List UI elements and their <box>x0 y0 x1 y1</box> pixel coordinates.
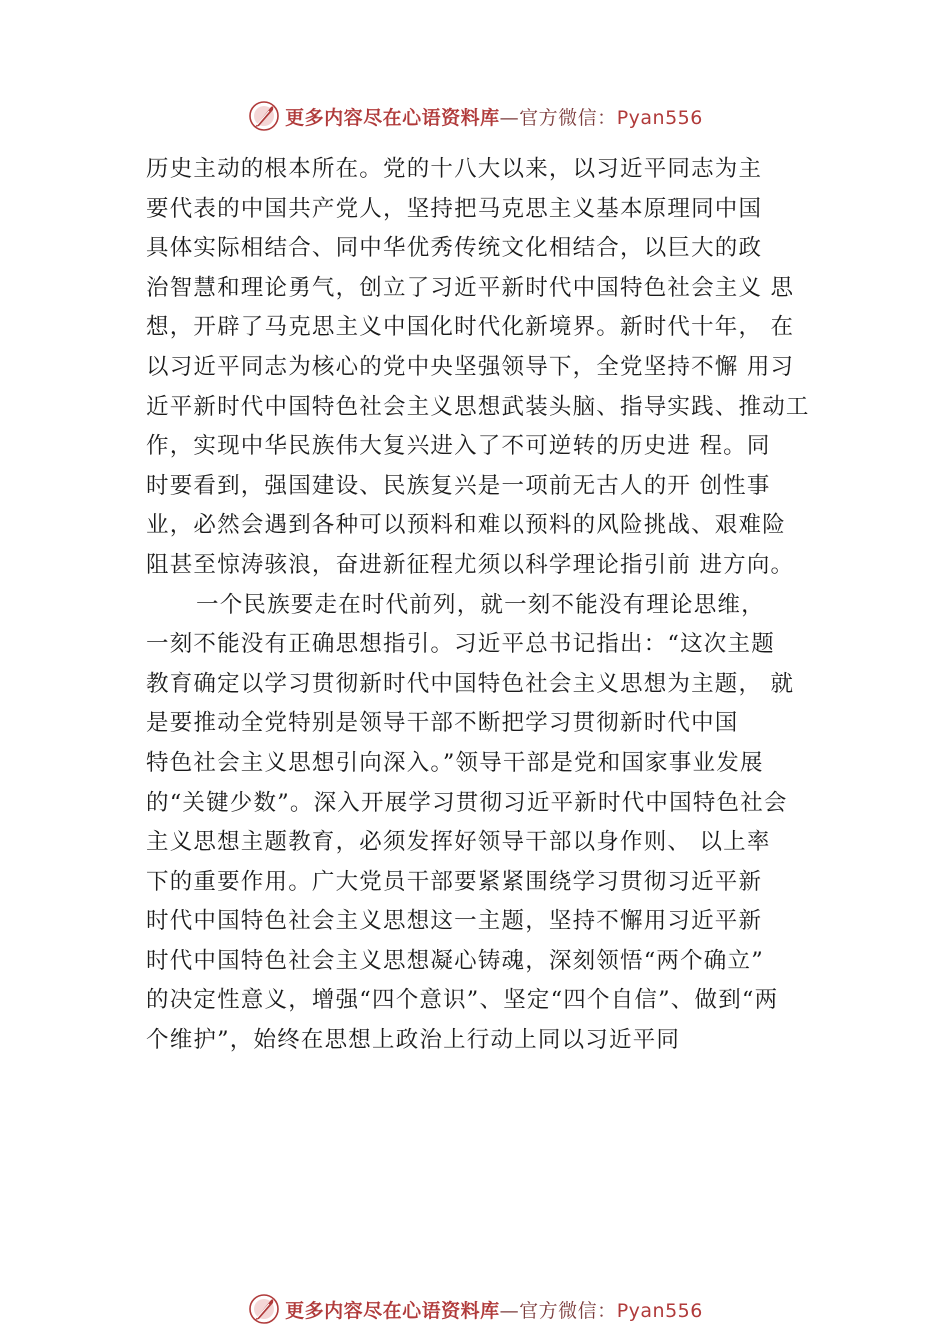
text-line: 历史主动的根本所在。党的十八大以来，以习近平同志为主 <box>146 156 763 182</box>
header-banner <box>0 96 950 136</box>
text-line: 一刻不能没有正确思想指引。习近平总书记指出：“这次主题 <box>146 631 775 658</box>
text-line: 以习近平同志为核心的党中央坚强领导下，全党坚持不懈 用习 <box>146 353 795 380</box>
text-line: 业，必然会遇到各种可以预料和难以预料的风险挑战、艰难险 <box>146 512 786 539</box>
text-line: 特色社会主义思想引向深入。”领导干部是党和国家事业发展 <box>146 749 764 776</box>
text-line: 治智慧和理论勇气，创立了习近平新时代中国特色社会主义 思 <box>146 274 795 301</box>
quill-pen-logo-icon <box>247 1292 281 1326</box>
footer-banner <box>0 1289 950 1329</box>
text-line: 的决定性意义，增强“四个意识”、坚定“四个自信”、做到“两 <box>146 987 779 1014</box>
text-line: 是要推动全党特别是领导干部不断把学习贯彻新时代中国 <box>146 710 739 737</box>
text-line: 具体实际相结合、同中华优秀传统文化相结合，以巨大的政 <box>146 235 763 262</box>
text-line: 教育确定以学习贯彻新时代中国特色社会主义思想为主题， 就 <box>146 670 795 697</box>
text-line: 主义思想主题教育，必须发挥好领导干部以身作则、 以上率 <box>146 829 771 856</box>
text-line: 阻甚至惊涛骇浪，奋进新征程尤须以科学理论指引前 进方向。 <box>146 551 795 578</box>
footer-banner-separator: —官方微信： <box>499 1299 617 1322</box>
text-line: 个维护”，始终在思想上政治上行动上同以习近平同 <box>146 1027 681 1054</box>
document-body <box>146 150 836 1061</box>
header-banner-prefix: 更多内容尽在心语资料库 <box>285 106 500 129</box>
text-line: 要代表的中国共产党人，坚持把马克思主义基本原理同中国 <box>146 195 763 222</box>
text-line: 的“关键少数”。深入开展学习贯彻习近平新时代中国特色社会 <box>146 789 788 816</box>
text-line: 时代中国特色社会主义思想这一主题，坚持不懈用习近平新 <box>146 908 763 935</box>
footer-banner-account: Pyan556 <box>616 1299 703 1322</box>
header-banner-text <box>285 103 703 130</box>
text-line: 作，实现中华民族伟大复兴进入了不可逆转的历史进 程。同 <box>146 433 771 460</box>
quill-pen-logo-icon <box>247 99 281 133</box>
footer-banner-prefix: 更多内容尽在心语资料库 <box>285 1299 500 1322</box>
text-line: 想，开辟了马克思主义中国化时代化新境界。新时代十年， 在 <box>146 314 795 341</box>
text-line: 时要看到，强国建设、民族复兴是一项前无古人的开 创性事 <box>146 472 771 499</box>
text-line: 下的重要作用。广大党员干部要紧紧围绕学习贯彻习近平新 <box>146 868 763 895</box>
header-banner-separator: —官方微信： <box>499 106 617 129</box>
text-line: 一个民族要走在时代前列，就一刻不能没有理论思维， <box>196 591 765 618</box>
text-line: 近平新时代中国特色社会主义思想武装头脑、指导实践、推动工 <box>146 393 810 420</box>
footer-banner-text <box>285 1296 703 1323</box>
header-banner-account: Pyan556 <box>616 106 703 129</box>
text-line: 时代中国特色社会主义思想凝心铸魂，深刻领悟“两个确立” <box>146 947 764 974</box>
